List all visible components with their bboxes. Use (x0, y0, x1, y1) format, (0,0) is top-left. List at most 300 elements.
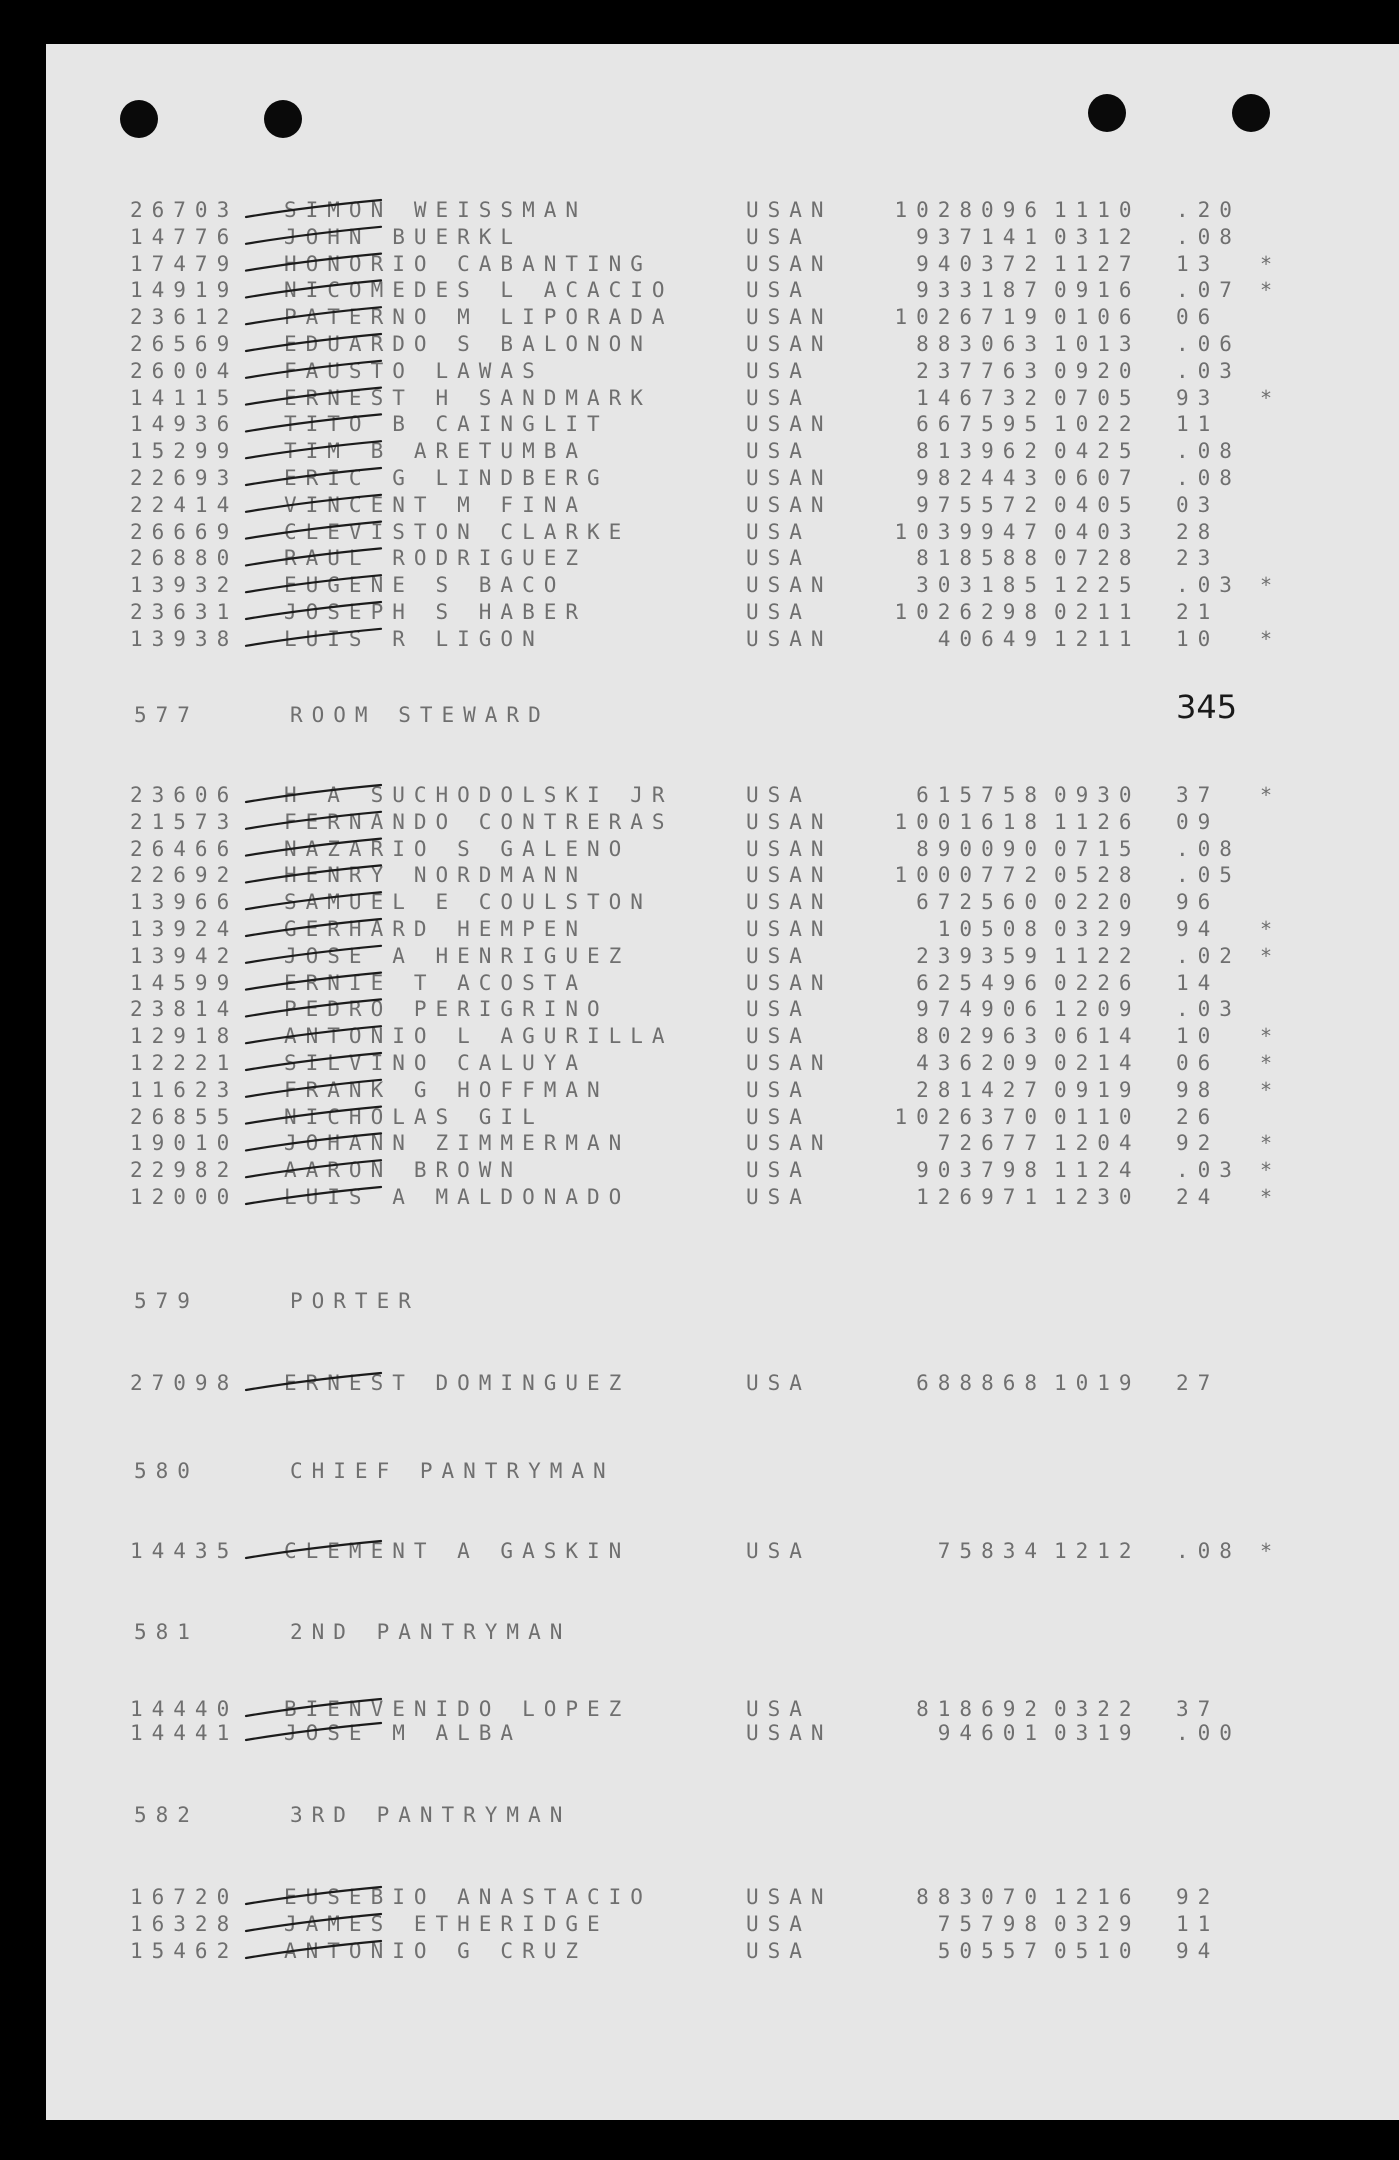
employee-id: 26703 (130, 198, 239, 222)
crew-row (46, 277, 1399, 303)
employee-name: NICOMEDES L ACACIO (284, 278, 674, 303)
crew-row (46, 1077, 1399, 1103)
nationality: USA (746, 278, 811, 303)
nationality: USAN (746, 492, 833, 517)
employee-id: 13942 (130, 943, 239, 968)
nationality: USAN (746, 573, 833, 598)
number: 1026298 (894, 600, 1046, 624)
employee-id: 14776 (130, 224, 239, 249)
crew-row (46, 197, 1399, 223)
value: 13 (1176, 251, 1220, 276)
number: 802963 (916, 1024, 1046, 1049)
employee-id: 23612 (130, 305, 239, 330)
employee-id: 26466 (130, 836, 239, 861)
crew-row (46, 492, 1399, 518)
number: 72677 (937, 1131, 1046, 1156)
date-code: 1110 (1054, 198, 1141, 222)
employee-name: ERNEST H SANDMARK (284, 385, 652, 410)
nationality: USA (746, 1912, 811, 1936)
nationality: USA (746, 358, 811, 383)
flag-mark: * (1260, 1077, 1282, 1102)
employee-id: 22693 (130, 466, 239, 490)
date-code: 1124 (1054, 1158, 1141, 1183)
date-code: 0919 (1054, 1077, 1141, 1102)
flag-mark: * (1260, 1158, 1282, 1183)
nationality: USAN (746, 836, 833, 861)
employee-id: 13932 (130, 573, 239, 598)
number: 75798 (937, 1912, 1046, 1936)
number: 688868 (916, 1371, 1046, 1395)
number: 667595 (916, 412, 1046, 437)
employee-name: LUIS R LIGON (284, 626, 544, 651)
employee-name: PEDRO PERIGRINO (284, 997, 609, 1022)
punch-hole-right-1 (1088, 94, 1126, 132)
crew-row (46, 996, 1399, 1022)
flag-mark: * (1260, 626, 1282, 651)
nationality: USAN (746, 1885, 833, 1909)
section-code: 580 (134, 1459, 199, 1483)
employee-name: ERNIE T ACOSTA (284, 970, 588, 995)
date-code: 0715 (1054, 836, 1141, 861)
section-code: 579 (134, 1289, 199, 1313)
number: 672560 (916, 890, 1046, 915)
employee-id: 12221 (130, 1051, 239, 1075)
number: 818588 (916, 546, 1046, 571)
crew-row (46, 358, 1399, 384)
date-code: 0322 (1054, 1697, 1141, 1721)
crew-row (46, 1696, 1399, 1722)
value: 27 (1176, 1371, 1220, 1395)
value: .03 (1176, 997, 1241, 1022)
employee-id: 14441 (130, 1721, 239, 1745)
employee-name: JOHN BUERKL (284, 224, 523, 249)
date-code: 0425 (1054, 439, 1141, 464)
employee-id: 23814 (130, 997, 239, 1022)
section-title: CHIEF PANTRYMAN (290, 1459, 615, 1483)
crew-row (46, 916, 1399, 942)
value: 06 (1176, 305, 1220, 330)
value: 94 (1176, 1939, 1220, 1963)
value: .05 (1176, 863, 1241, 888)
date-code: 1225 (1054, 573, 1141, 598)
crew-row (46, 1130, 1399, 1156)
date-code: 1126 (1054, 809, 1141, 834)
nationality: USA (746, 1539, 811, 1563)
crew-row (46, 411, 1399, 437)
number: 933187 (916, 278, 1046, 303)
employee-id: 26669 (130, 519, 239, 544)
number: 436209 (916, 1051, 1046, 1075)
value: .00 (1176, 1721, 1241, 1745)
punch-hole-right-2 (1232, 94, 1270, 132)
employee-name: TIM B ARETUMBA (284, 439, 588, 464)
section-heading (134, 702, 834, 728)
date-code: 0220 (1054, 890, 1141, 915)
nationality: USAN (746, 809, 833, 834)
employee-id: 26855 (130, 1104, 239, 1129)
section-title: PORTER (290, 1289, 420, 1313)
number: 982443 (916, 466, 1046, 490)
number: 625496 (916, 970, 1046, 995)
value: 09 (1176, 809, 1220, 834)
crew-row (46, 331, 1399, 357)
crew-row (46, 1370, 1399, 1396)
employee-name: FERNANDO CONTRERAS (284, 809, 674, 834)
crew-row (46, 1938, 1399, 1964)
employee-id: 21573 (130, 809, 239, 834)
section-code: 581 (134, 1620, 199, 1644)
employee-name: JAMES ETHERIDGE (284, 1912, 609, 1936)
value: 98 (1176, 1077, 1220, 1102)
crew-row (46, 572, 1399, 598)
number: 281427 (916, 1077, 1046, 1102)
number: 1000772 (894, 863, 1046, 888)
value: .07 (1176, 278, 1241, 303)
value: 10 (1176, 626, 1220, 651)
employee-id: 22414 (130, 492, 239, 517)
value: 93 (1176, 385, 1220, 410)
employee-name: HONORIO CABANTING (284, 251, 652, 276)
nationality: USA (746, 1697, 811, 1721)
employee-name: PATERNO M LIPORADA (284, 305, 674, 330)
value: 03 (1176, 492, 1220, 517)
value: .08 (1176, 439, 1241, 464)
value: .08 (1176, 224, 1241, 249)
date-code: 0214 (1054, 1051, 1141, 1075)
employee-id: 14440 (130, 1697, 239, 1721)
employee-name: GERHARD HEMPEN (284, 917, 588, 941)
nationality: USA (746, 224, 811, 249)
nationality: USA (746, 1185, 811, 1209)
date-code: 0106 (1054, 305, 1141, 330)
nationality: USA (746, 783, 811, 807)
crew-row (46, 970, 1399, 996)
nationality: USA (746, 1939, 811, 1963)
employee-id: 14936 (130, 412, 239, 437)
employee-id: 13966 (130, 890, 239, 915)
section-title: 2ND PANTRYMAN (290, 1620, 572, 1644)
nationality: USAN (746, 305, 833, 330)
nationality: USAN (746, 466, 833, 490)
crew-row (46, 1884, 1399, 1910)
date-code: 1209 (1054, 997, 1141, 1022)
number: 237763 (916, 358, 1046, 383)
flag-mark: * (1260, 1539, 1282, 1563)
employee-name: SIMON WEISSMAN (284, 198, 588, 222)
date-code: 1211 (1054, 626, 1141, 651)
employee-name: EDUARDO S BALONON (284, 332, 652, 356)
employee-id: 13938 (130, 626, 239, 651)
number: 239359 (916, 943, 1046, 968)
employee-name: FAUSTO LAWAS (284, 358, 544, 383)
page-number: 345 (1176, 688, 1238, 726)
employee-name: ANTONIO L AGURILLA (284, 1024, 674, 1049)
crew-row (46, 1104, 1399, 1130)
employee-id: 26880 (130, 546, 239, 571)
date-code: 1022 (1054, 412, 1141, 437)
flag-mark: * (1260, 251, 1282, 276)
section-heading (134, 1619, 834, 1645)
number: 303185 (916, 573, 1046, 598)
nationality: USA (746, 439, 811, 464)
number: 975572 (916, 492, 1046, 517)
crew-row (46, 1538, 1399, 1564)
value: 37 (1176, 783, 1220, 807)
section-heading (134, 1288, 834, 1314)
number: 883063 (916, 332, 1046, 356)
flag-mark: * (1260, 943, 1282, 968)
nationality: USAN (746, 1131, 833, 1156)
flag-mark: * (1260, 1185, 1282, 1209)
date-code: 0510 (1054, 1939, 1141, 1963)
employee-id: 26004 (130, 358, 239, 383)
date-code: 0528 (1054, 863, 1141, 888)
employee-name: FRANK G HOFFMAN (284, 1077, 609, 1102)
crew-row (46, 519, 1399, 545)
date-code: 1216 (1054, 1885, 1141, 1909)
employee-id: 22982 (130, 1158, 239, 1183)
crew-row (46, 626, 1399, 652)
nationality: USAN (746, 332, 833, 356)
nationality: USAN (746, 917, 833, 941)
employee-id: 27098 (130, 1371, 239, 1395)
number: 1026370 (894, 1104, 1046, 1129)
date-code: 0226 (1054, 970, 1141, 995)
value: .08 (1176, 466, 1241, 490)
number: 813962 (916, 439, 1046, 464)
value: .06 (1176, 332, 1241, 356)
crew-row (46, 1050, 1399, 1076)
nationality: USA (746, 943, 811, 968)
flag-mark: * (1260, 278, 1282, 303)
flag-mark: * (1260, 1131, 1282, 1156)
nationality: USA (746, 1077, 811, 1102)
flag-mark: * (1260, 1024, 1282, 1049)
value: 24 (1176, 1185, 1220, 1209)
section-code: 577 (134, 703, 199, 727)
employee-id: 14919 (130, 278, 239, 303)
nationality: USA (746, 1158, 811, 1183)
employee-id: 13924 (130, 917, 239, 941)
value: .08 (1176, 1539, 1241, 1563)
nationality: USA (746, 546, 811, 571)
flag-mark: * (1260, 783, 1282, 807)
date-code: 0920 (1054, 358, 1141, 383)
employee-id: 19010 (130, 1131, 239, 1156)
employee-name: CLEMENT A GASKIN (284, 1539, 631, 1563)
date-code: 0916 (1054, 278, 1141, 303)
crew-row (46, 385, 1399, 411)
date-code: 0614 (1054, 1024, 1141, 1049)
number: 40649 (937, 626, 1046, 651)
nationality: USAN (746, 198, 833, 222)
nationality: USA (746, 600, 811, 624)
employee-id: 23631 (130, 600, 239, 624)
employee-name: SAMUEL E COULSTON (284, 890, 652, 915)
date-code: 0319 (1054, 1721, 1141, 1745)
value: 94 (1176, 917, 1220, 941)
employee-id: 15299 (130, 439, 239, 464)
number: 146732 (916, 385, 1046, 410)
nationality: USAN (746, 970, 833, 995)
flag-mark: * (1260, 1051, 1282, 1075)
date-code: 1122 (1054, 943, 1141, 968)
value: 37 (1176, 1697, 1220, 1721)
date-code: 0728 (1054, 546, 1141, 571)
section-heading (134, 1458, 834, 1484)
employee-name: LUIS A MALDONADO (284, 1185, 631, 1209)
employee-name: EUGENE S BACO (284, 573, 566, 598)
number: 75834 (937, 1539, 1046, 1563)
value: 96 (1176, 890, 1220, 915)
employee-name: TITO B CAINGLIT (284, 412, 609, 437)
crew-row (46, 251, 1399, 277)
nationality: USA (746, 1371, 811, 1395)
flag-mark: * (1260, 917, 1282, 941)
employee-id: 16328 (130, 1912, 239, 1936)
employee-id: 12918 (130, 1024, 239, 1049)
number: 1028096 (894, 198, 1046, 222)
nationality: USA (746, 385, 811, 410)
employee-id: 12000 (130, 1185, 239, 1209)
number: 50557 (937, 1939, 1046, 1963)
number: 903798 (916, 1158, 1046, 1183)
value: .08 (1176, 836, 1241, 861)
section-heading (134, 1802, 834, 1828)
employee-id: 16720 (130, 1885, 239, 1909)
crew-row (46, 943, 1399, 969)
date-code: 0607 (1054, 466, 1141, 490)
nationality: USAN (746, 626, 833, 651)
number: 937141 (916, 224, 1046, 249)
employee-name: ANTONIO G CRUZ (284, 1939, 588, 1963)
crew-row (46, 438, 1399, 464)
value: 21 (1176, 600, 1220, 624)
date-code: 1127 (1054, 251, 1141, 276)
value: .03 (1176, 358, 1241, 383)
date-code: 1204 (1054, 1131, 1141, 1156)
employee-name: HENRY NORDMANN (284, 863, 588, 888)
section-code: 582 (134, 1803, 199, 1827)
nationality: USA (746, 1104, 811, 1129)
employee-name: AARON BROWN (284, 1158, 523, 1183)
employee-id: 14435 (130, 1539, 239, 1563)
employee-id: 11623 (130, 1077, 239, 1102)
employee-name: BIENVENIDO LOPEZ (284, 1697, 631, 1721)
employee-name: RAUL RODRIGUEZ (284, 546, 588, 571)
value: 06 (1176, 1051, 1220, 1075)
crew-row (46, 465, 1399, 491)
nationality: USAN (746, 1051, 833, 1075)
employee-id: 23606 (130, 783, 239, 807)
date-code: 0329 (1054, 917, 1141, 941)
employee-id: 26569 (130, 332, 239, 356)
value: .03 (1176, 573, 1241, 598)
value: 11 (1176, 1912, 1220, 1936)
punch-hole-left-1 (120, 100, 158, 138)
employee-name: JOSE A HENRIGUEZ (284, 943, 631, 968)
number: 1039947 (894, 519, 1046, 544)
employee-name: EUSEBIO ANASTACIO (284, 1885, 652, 1909)
date-code: 0329 (1054, 1912, 1141, 1936)
crew-row (46, 889, 1399, 915)
value: 11 (1176, 412, 1220, 437)
nationality: USAN (746, 863, 833, 888)
value: 28 (1176, 519, 1220, 544)
crew-row (46, 1720, 1399, 1746)
number: 10508 (937, 917, 1046, 941)
number: 974906 (916, 997, 1046, 1022)
value: .03 (1176, 1158, 1241, 1183)
employee-id: 17479 (130, 251, 239, 276)
crew-row (46, 599, 1399, 625)
flag-mark: * (1260, 385, 1282, 410)
crew-row (46, 1911, 1399, 1937)
value: 92 (1176, 1131, 1220, 1156)
date-code: 0110 (1054, 1104, 1141, 1129)
number: 615758 (916, 783, 1046, 807)
date-code: 1019 (1054, 1371, 1141, 1395)
nationality: USAN (746, 1721, 833, 1745)
number: 1001618 (894, 809, 1046, 834)
number: 1026719 (894, 305, 1046, 330)
value: .20 (1176, 198, 1241, 222)
crew-row (46, 1184, 1399, 1210)
date-code: 1230 (1054, 1185, 1141, 1209)
employee-name: VINCENT M FINA (284, 492, 588, 517)
employee-name: H A SUCHODOLSKI JR (284, 783, 674, 807)
employee-name: CLEVISTON CLARKE (284, 519, 631, 544)
crew-row (46, 304, 1399, 330)
date-code: 0211 (1054, 600, 1141, 624)
crew-row (46, 809, 1399, 835)
nationality: USA (746, 997, 811, 1022)
section-title: 3RD PANTRYMAN (290, 1803, 572, 1827)
employee-name: NAZARIO S GALENO (284, 836, 631, 861)
employee-name: SILVINO CALUYA (284, 1051, 588, 1075)
number: 940372 (916, 251, 1046, 276)
value: 23 (1176, 546, 1220, 571)
date-code: 0705 (1054, 385, 1141, 410)
employee-id: 14599 (130, 970, 239, 995)
value: 26 (1176, 1104, 1220, 1129)
value: .02 (1176, 943, 1241, 968)
number: 883070 (916, 1885, 1046, 1909)
flag-mark: * (1260, 573, 1282, 598)
number: 818692 (916, 1697, 1046, 1721)
employee-id: 22692 (130, 863, 239, 888)
crew-row (46, 1157, 1399, 1183)
employee-name: JOSEPH S HABER (284, 600, 588, 624)
value: 14 (1176, 970, 1220, 995)
crew-row (46, 224, 1399, 250)
nationality: USAN (746, 251, 833, 276)
document-page (46, 44, 1399, 2120)
date-code: 0312 (1054, 224, 1141, 249)
date-code: 1013 (1054, 332, 1141, 356)
employee-name: ERIC G LINDBERG (284, 466, 609, 490)
number: 890090 (916, 836, 1046, 861)
crew-row (46, 1023, 1399, 1049)
number: 126971 (916, 1185, 1046, 1209)
crew-row (46, 862, 1399, 888)
number: 94601 (937, 1721, 1046, 1745)
nationality: USA (746, 1024, 811, 1049)
value: 10 (1176, 1024, 1220, 1049)
crew-row (46, 545, 1399, 571)
employee-name: ERNEST DOMINGUEZ (284, 1371, 631, 1395)
date-code: 1212 (1054, 1539, 1141, 1563)
